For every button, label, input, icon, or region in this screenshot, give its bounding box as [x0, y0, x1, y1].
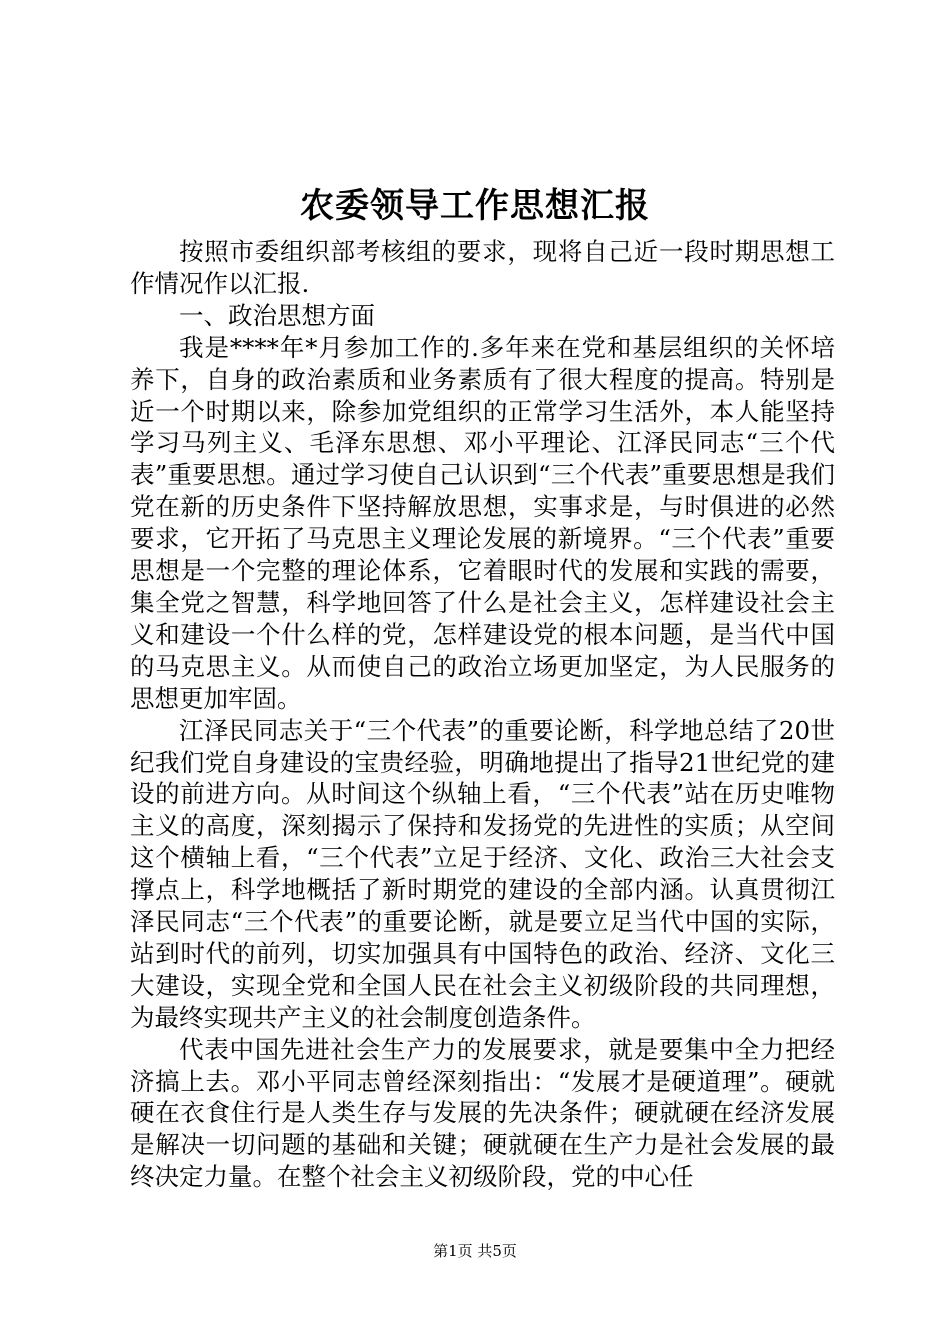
section-heading: 一、政治思想方面	[179, 300, 375, 330]
document-title: 农委领导工作思想汇报	[300, 186, 650, 226]
paragraph-intro: 按照市委组织部考核组的要求，现将自己近一段时期思想工作情况作以汇报.	[130, 237, 835, 298]
page-footer: 第1页 共5页	[433, 1242, 517, 1260]
paragraph: 代表中国先进社会生产力的发展要求，就是要集中全力把经济搞上去。邓小平同志曾经深刻指出：“发展才是硬道理”。硬就硬在衣食住行是人类生存与发展的先决条件；硬就硬在经济发展是解决一切问题的基础和关键；硬就硬在生产力是社会发展的最终决定力量。在整个社会主义初级阶段，党的中心任	[130, 1034, 835, 1192]
document-body	[130, 236, 835, 1193]
paragraph: 我是****年*月参加工作的.多年来在党和基层组织的关怀培养下，自身的政治素质和业务素质有了很大程度的提高。特别是近一个时期以来，除参加党组织的正常学习生活外，本人能坚持学习马列主义、毛泽东思想、邓小平理论、江泽民同志“三个代表”重要思想。通过学习使自己认识到“三个代表”重要思想是我们党在新的历史条件下坚持解放思想，实事求是，与时俱进的必然要求，它开拓了马克思主义理论发展的新境界。“三个代表”重要思想是一个完整的理论体系，它着眼时代的发展和实践的需要，集全党之智慧，科学地回答了什么是社会主义，怎样建设社会主义和建设一个什么样的党，怎样建设党的根本问题，是当代中国的马克思主义。从而使自己的政治立场更加坚定，为人民服务的思想更加牢固。	[130, 332, 835, 713]
paragraph: 江泽民同志关于“三个代表”的重要论断，科学地总结了20世纪我们党自身建设的宝贵经验，明确地提出了指导21世纪党的建设的前进方向。从时间这个纵轴上看，“三个代表”站在历史唯物主义的高度，深刻揭示了保持和发扬党的先进性的实质；从空间这个横轴上看，“三个代表”立足于经济、文化、政治三大社会支撑点上，科学地概括了新时期党的建设的全部内涵。认真贯彻江泽民同志“三个代表”的重要论断，就是要立足当代中国的实际，站到时代的前列，切实加强具有中国特色的政治、经济、文化三大建设，实现全党和全国人民在社会主义初级阶段的共同理想，为最终实现共产主义的社会制度创造条件。	[130, 715, 835, 1032]
